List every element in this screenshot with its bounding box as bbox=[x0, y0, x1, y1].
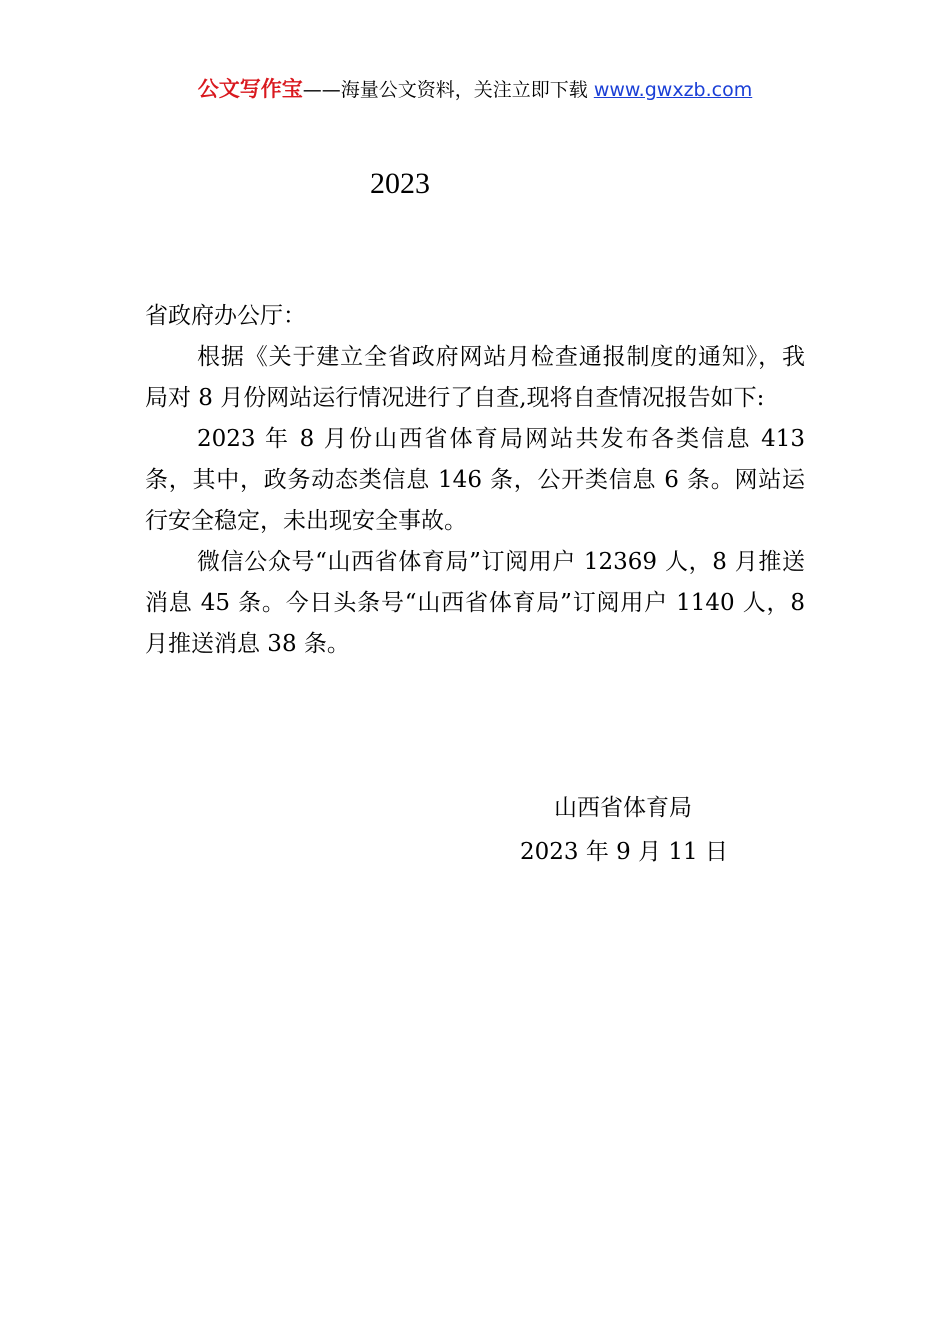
site-link[interactable]: www.gwxzb.com bbox=[593, 79, 753, 101]
document-body bbox=[145, 296, 805, 665]
signature-date: 2023 年 9 月 11 日 bbox=[520, 839, 728, 865]
paragraph-social-stats: 微信公众号“山西省体育局”订阅用户 12369 人，8 月推送消息 45 条。今日头条号“山西省体育局”订阅用户 1140 人，8 月推送消息 38 条。 bbox=[145, 549, 805, 657]
paragraph-website-stats: 2023 年 8 月份山西省体育局网站共发布各类信息 413 条，其中，政务动态类信息 146 条，公开类信息 6 条。网站运行安全稳定，未出现安全事故。 bbox=[145, 426, 805, 534]
signature-org: 山西省体育局 bbox=[554, 795, 692, 821]
header-tagline: ——海量公文资料，关注立即下载 bbox=[302, 79, 594, 101]
brand-name: 公文写作宝 bbox=[197, 77, 303, 101]
page-header bbox=[0, 74, 950, 105]
signature-block bbox=[520, 786, 728, 874]
document-year: 2023 bbox=[370, 167, 430, 200]
paragraph-intro: 根据《关于建立全省政府网站月检查通报制度的通知》，我局对 8 月份网站运行情况进行了自查,现将自查情况报告如下: bbox=[145, 344, 805, 411]
salutation: 省政府办公厅： bbox=[145, 303, 306, 329]
